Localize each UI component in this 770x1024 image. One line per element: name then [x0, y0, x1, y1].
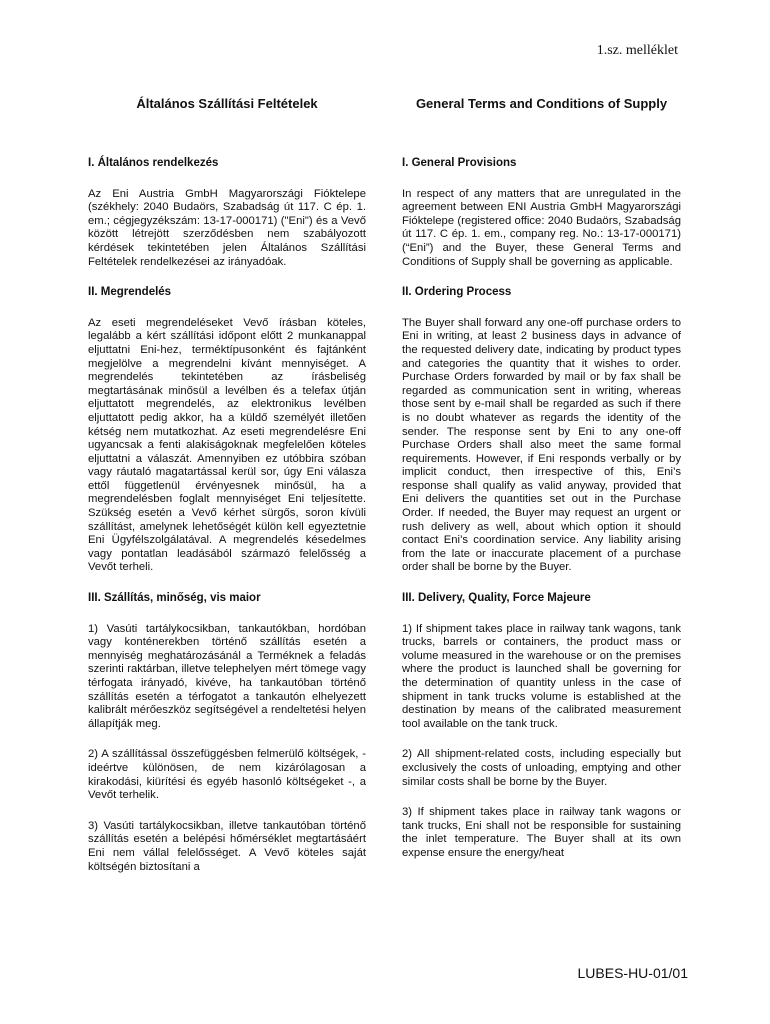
hu-section-3-paragraph-3: 3) Vasúti tartálykocsikban, illetve tankautóban történő szállítás esetén a belépési hőmérséklet megtartásáért Eni nem vállal felelősséget. A Vevő köteles saját költségén biztosítani a — [88, 819, 366, 873]
hu-section-2-heading: II. Megrendelés — [88, 286, 172, 299]
en-section-3-paragraph-2: 2) All shipment-related costs, including especially but exclusively the costs of unloading, emptying and other similar costs shall be borne by the Buyer. — [402, 748, 681, 788]
en-section-1-paragraph: In respect of any matters that are unregulated in the agreement between ENI Austria GmbH Magyarországi Fióktelepe (registered office: 2040 Budaörs, Szabadság út 117. C ép. 1. em., company reg. No.: 13-17-000171) (“Eni”) and the Buyer, these General Terms and Conditions of Supply shall be governing as applicable. — [402, 187, 681, 268]
document-code-footer: LUBES-HU-01/01 — [577, 965, 688, 981]
english-column — [402, 95, 681, 878]
en-section-3-paragraph-1: 1) If shipment takes place in railway tank wagons, tank trucks, barrels or containers, the product mass or volume measured in the warehouse or on the premises where the product is launched shall be governing for the determination of quantity unless in the case of shipment in tank trucks volume is established at the destination by means of the calibrated measurement tool available on the tank truck. — [402, 622, 681, 730]
annex-label: 1.sz. melléklet — [596, 43, 678, 58]
en-section-2-heading: II. Ordering Process — [402, 286, 512, 299]
hu-section-3-paragraph-1: 1) Vasúti tartálykocsikban, tankautókban, hordóban vagy konténerekben történő szállítás esetén a mennyiség meghatározásánál a Terméknek a feladás szerinti raktárban, illetve telephelyen mért tömege vagy térfogata irányadó, kivéve, ha tankautóban történő szállítás esetén a térfogatot a tankautón elhelyezett kalibrált mérőeszköz segítségével a rendeltetési helyen állapítják meg. — [88, 622, 366, 730]
hungarian-column — [88, 95, 366, 891]
en-section-1-heading: I. General Provisions — [402, 157, 517, 169]
hu-section-1-paragraph: Az Eni Austria GmbH Magyarországi Fióktelepe (székhely: 2040 Budaörs, Szabadság út 117. C ép. 1. em.; cégjegyzékszám: 13-17-000171) ("Eni") és a Vevő között létrejött szerződésben nem szabályozott kérdések tekintetében jelen Általános Szállítási Feltételek rendelkezései az irányadóak. — [88, 187, 366, 268]
hu-section-3-paragraph-2: 2) A szállítással összefüggésben felmerülő költségek, - ideértve különösen, de nem kizárólagosan a kirakodási, kiürítési és egyéb hasonló költségeket -, a Vevőt terhelik. — [88, 748, 366, 802]
en-section-3-heading: III. Delivery, Quality, Force Majeure — [402, 592, 591, 605]
hu-section-2-paragraph: Az eseti megrendeléseket Vevő írásban köteles, legalább a kért szállítási időpont előtt 2 munkanappal eljuttatni Eni-hez, terméktípusonként és fajtánként megjelölve a megrendelni kívánt mennyiséget. A megrendelés tekintetében az írásbeliség megtartásának minősül a levélben és a telefax útján eljuttatott megrendelés, az elektronikus levélben eljuttatott pedig akkor, ha a küldő személyét illetően kétség nem mutatkozhat. Az eseti megrendelésre Eni ugyancsak a fenti alakiságoknak megfelelően köteles eljuttatni a válaszát. Amennyiben ez utóbbira szóban vagy ráutaló magatartással kerül sor, úgy Eni válasza ettől függetlenül érvényesnek minősül, ha a megrendelésben foglalt mennyiséget Eni teljesítette. Szükség esetén a Vevő kérhet sürgős, soron kívüli szállítást, amelynek lehetőségét külön kell egyeztetnie Eni Ügyfélszolgálatával. A megrendelés késedelmes vagy pontatlan leadásából származó felelősség a Vevőt terheli. — [88, 316, 366, 574]
hu-section-1-heading: I. Általános rendelkezés — [88, 157, 219, 169]
en-section-3-paragraph-3: 3) If shipment takes place in railway tank wagons or tank trucks, Eni shall not be responsible for sustaining the inlet temperature. The Buyer shall at its own expense ensure the energy/heat — [402, 806, 681, 859]
hungarian-title: Általános Szállítási Feltételek — [136, 96, 318, 111]
en-section-2-paragraph: The Buyer shall forward any one-off purchase orders to Eni in writing, at least 2 business days in advance of the requested delivery date, indicating by product types and categories the quantity that it wishes to order. Purchase Orders forwarded by mail or by fax shall be regarded as communication sent in writing, whereas those sent by e-mail shall be regarded as such if there is no doubt whatever as regards the identity of the sender. The response sent by Eni to any one-off Purchase Orders shall also meet the same formal requirements. However, if Eni responds verbally or by implicit conduct, then irrespective of this, Eni’s response shall qualify as valid anyway, provided that Eni delivers the quantities set out in the Purchase Order. If needed, the Buyer may request an urgent or rush delivery as well, about which option it should contact Eni’s coordination service. Any liability arising from the late or inaccurate placement of a purchase order shall be borne by the Buyer. — [402, 316, 681, 574]
english-title: General Terms and Conditions of Supply — [415, 96, 668, 111]
hu-section-3-heading: III. Szállítás, minőség, vis maior — [88, 592, 261, 605]
